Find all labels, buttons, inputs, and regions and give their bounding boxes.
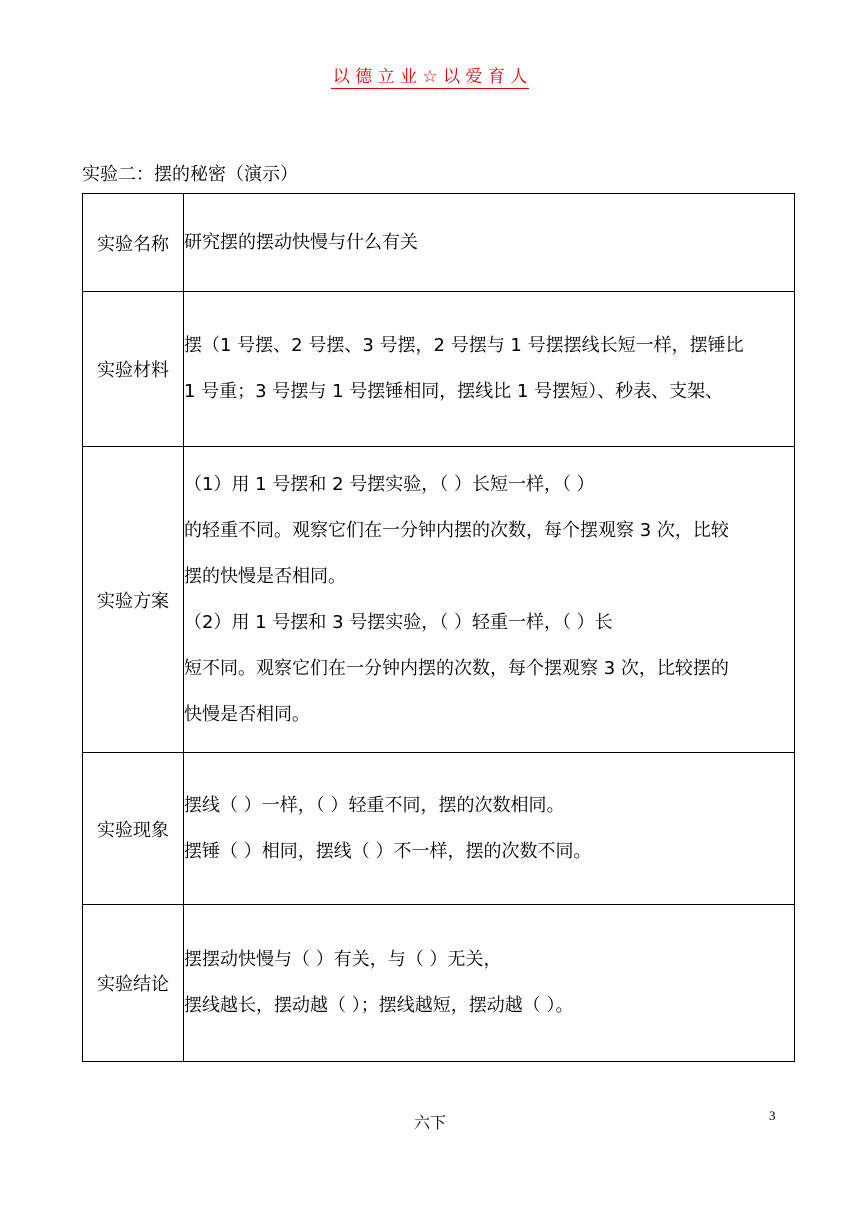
label-materials: 实验材料 <box>83 292 184 447</box>
label-phenomenon: 实验现象 <box>83 753 184 905</box>
page-number: 3 <box>769 1108 776 1123</box>
content-materials <box>184 292 795 447</box>
section-title: 实验二：摆的秘密（演示） <box>82 164 298 185</box>
materials-line-1: 摆（1 号摆、2 号摆、3 号摆，2 号摆与 1 号摆摆线长短一样，摆锤比 <box>184 335 744 356</box>
label-conclusion: 实验结论 <box>83 905 184 1062</box>
materials-line-2: 1 号重；3 号摆与 1 号摆锤相同，摆线比 1 号摆短）、秒表、支架、 <box>184 381 724 402</box>
header-motto <box>0 62 860 89</box>
content-conclusion <box>184 905 795 1062</box>
conclusion-line-1: 摆摆动快慢与（ ）有关，与（ ）无关， <box>184 949 502 970</box>
row-materials <box>83 292 795 447</box>
label-plan: 实验方案 <box>83 447 184 753</box>
content-phenomenon <box>184 753 795 905</box>
plan-line-4: （2）用 1 号摆和 3 号摆实验，（ ）轻重一样，（ ）长 <box>184 611 613 633</box>
plan-line-1: （1）用 1 号摆和 2 号摆实验，（ ）长短一样，（ ） <box>184 473 595 495</box>
motto-text: 以 德 立 业 ☆ 以 爱 育 人 <box>331 62 529 89</box>
row-experiment-name <box>83 194 795 292</box>
row-phenomenon <box>83 753 795 905</box>
name-line-1: 研究摆的摆动快慢与什么有关 <box>184 232 418 253</box>
row-conclusion <box>83 905 795 1062</box>
label-experiment-name: 实验名称 <box>83 194 184 292</box>
footer-grade: 六下 <box>413 1113 446 1132</box>
plan-line-2: 的轻重不同。观察它们在一分钟内摆的次数，每个摆观察 3 次，比较 <box>184 519 729 541</box>
phenomenon-line-1: 摆线（ ）一样，（ ）轻重不同，摆的次数相同。 <box>184 794 565 816</box>
plan-line-5: 短不同。观察它们在一分钟内摆的次数，每个摆观察 3 次，比较摆的 <box>184 657 729 679</box>
row-plan <box>83 447 795 753</box>
plan-line-6: 快慢是否相同。 <box>184 703 310 725</box>
conclusion-line-2: 摆线越长，摆动越（ ）；摆线越短，摆动越（ ）。 <box>184 995 574 1016</box>
content-experiment-name <box>184 194 795 292</box>
plan-line-3: 摆的快慢是否相同。 <box>184 565 346 587</box>
phenomenon-line-2: 摆锤（ ）相同，摆线（ ）不一样，摆的次数不同。 <box>184 840 592 862</box>
content-plan <box>184 447 795 753</box>
experiment-table <box>82 193 795 1062</box>
